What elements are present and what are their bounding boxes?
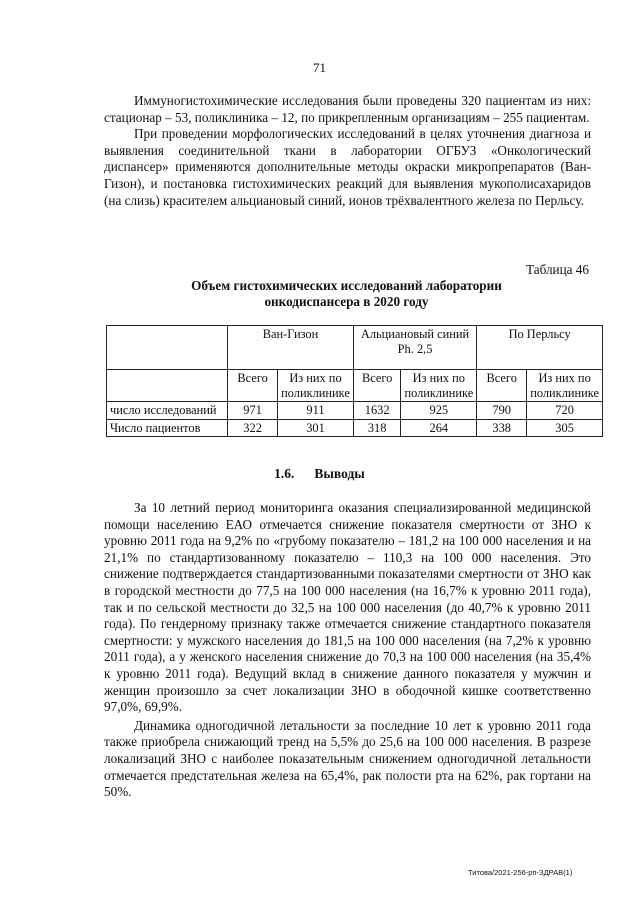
intro-paragraph-1: Иммуногистохимические исследования были проведены 320 пациентам из них: стационар – 53, поликлиника – 12, по прикрепленным организациям – 255 пациентам. [104,93,591,125]
page-number: 71 [313,60,326,75]
subheader-cell: Всего [477,370,527,402]
table-cell: 338 [477,419,527,437]
subheader-cell: Всего [353,370,401,402]
table-cell: 911 [278,402,354,420]
table-cell: 790 [477,402,527,420]
document-footer-id: Титова/2021-256-рп-ЗДРАВ(1) [468,868,573,877]
table-row [107,419,603,437]
table-cell: 264 [401,419,477,437]
table-corner-cell [107,326,228,370]
table-cell: 925 [401,402,477,420]
table-cell: 971 [228,402,278,420]
section-title: Выводы [314,466,365,481]
subheader-cell: Из них по поликлинике [278,370,354,402]
conclusions-paragraph-2: Динамика одногодичной летальности за последние 10 лет к уровню 2011 года также приобрела снижающий тренд на 5,5% до 25,6 на 100 000 населения. В разрезе локализаций ЗНО с наиболее показательным снижением одногодичной летальности отмечается предстательная железа на 65,4%, рак полости рта на 62%, рак гортани на 50%. [104,717,591,800]
table-title-line-1: Объем гистохимических исследований лаборатории [191,278,502,293]
table-cell: 301 [278,419,354,437]
table-cell: 305 [527,419,603,437]
intro-paragraph-2: При проведении морфологических исследований в целях уточнения диагноза и выявления соединительной ткани в лаборатории ОГБУЗ «Онкологический диспансер» применяются дополнительные методы окраски микропрепаратов (Ван-Гизон), и постановка гистохимических реакций для выявления мукополисахаридов (на слизь) красителем альциановый синий, ионов трёхвалентного железа по Перльсу. [104,126,591,208]
table-row [107,402,603,420]
table-cell: 318 [353,419,401,437]
table-cell: 720 [527,402,603,420]
row-label: Число пациентов [107,419,228,437]
histochemistry-table [106,325,603,437]
table-subheader-row [107,370,603,402]
intro-text [104,93,591,209]
table-group-header-row [107,326,603,370]
conclusions-paragraph-1: За 10 летний период мониторинга оказания специализированной медицинской помощи населению ЕАО отмечается снижение показателя смертности от ЗНО к уровню 2011 года на 9,2% по «грубому показателю – 181,2 на 100 000 населения и на 21,1% по стандартизованному показателю – 110,3 на 100 000 населения. Это снижение подтверждается стандартизованными показателями смертности от ЗНО как в городской местности до 77,5 на 100 000 населения (на 16,7% к уровню 2011 года), так и по сельской местности до 32,5 на 100 000 населения (до 40,7% к уровню 2011 года). По гендерному признаку также отмечается снижение стандартного показателя смертности: у мужского населения до 181,5 на 100 000 населения (на 7,2% к уровню 2011 года), а у женского населения снижение до 70,3 на 100 000 населения (на 35,4% к уровню 2011 года). Ведущий вклад в снижение данного показателя у мужчин и женщин произошло за счет локализации ЗНО в ободочной кишке соответственно 97,0%, 69,9%. [104,500,591,715]
group-header-van-gieson: Ван-Гизон [228,326,354,370]
subheader-cell: Всего [228,370,278,402]
section-heading [0,466,639,482]
table-caption: Таблица 46 [526,262,589,277]
section-number: 1.6. [274,466,295,481]
table-subheader-blank [107,370,228,402]
conclusions-text [104,500,591,801]
subheader-cell: Из них по поликлинике [401,370,477,402]
group-header-alcian-blue: Альциановый синий Ph. 2,5 [353,326,476,370]
table-cell: 1632 [353,402,401,420]
group-header-perls: По Перльсу [477,326,603,370]
table-title [104,278,589,310]
table-cell: 322 [228,419,278,437]
table-title-line-2: онкодиспансера в 2020 году [264,294,429,309]
row-label: число исследований [107,402,228,420]
subheader-cell: Из них по поликлинике [527,370,603,402]
